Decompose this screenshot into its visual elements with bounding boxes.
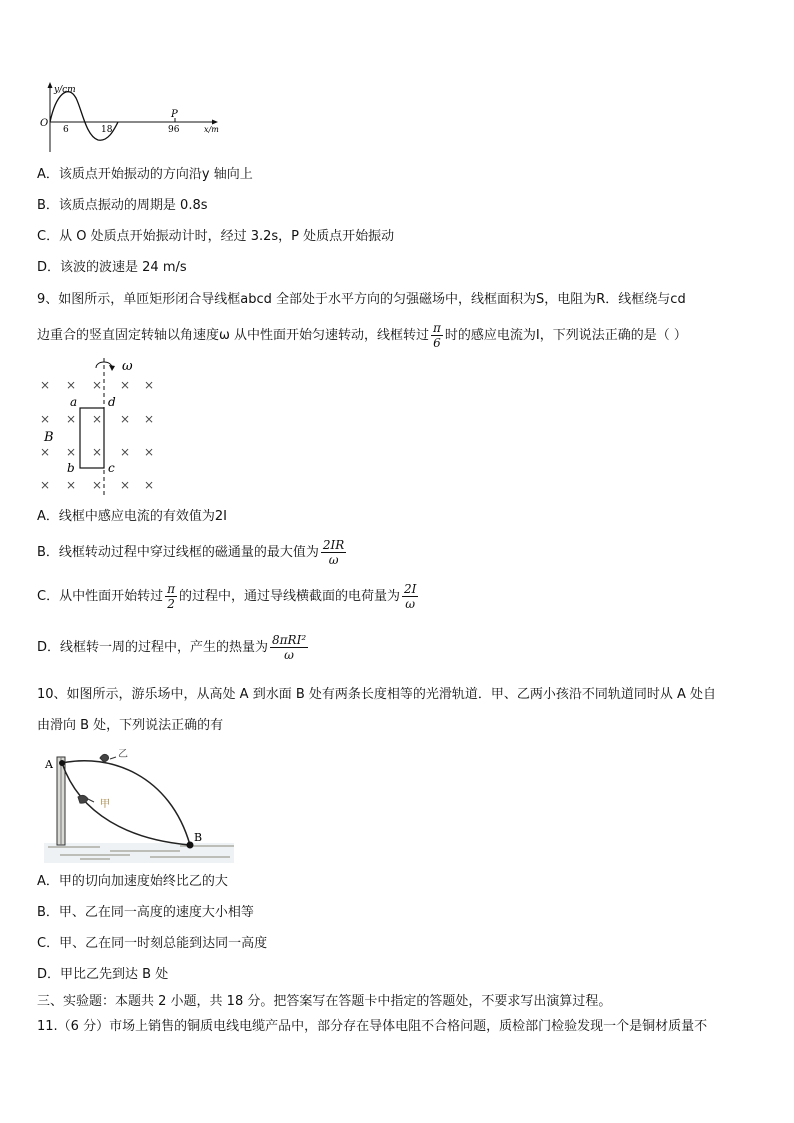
tick-18: 18 [101,125,113,135]
q9-stem2-b: 时的感应电流为I，下列说法正确的是（ ） [444,328,687,343]
q9-option-c-angle [165,582,177,611]
cross: × [66,478,77,492]
cross-row-2 [40,412,154,426]
q9-stem-fraction [431,321,443,350]
cross: × [92,478,103,492]
label-jia: 甲 [100,799,110,810]
cross: × [66,445,77,459]
cross: × [40,378,51,392]
q9-stem-line1: 9、如图所示，单匝矩形闭合导线框abcd 全部处于水平方向的匀强磁场中，线框面积为S，电阻为R．线框绕与cd [37,292,686,307]
q9-option-c-text2: 的过程中，通过导线横截面的电荷量为 [178,589,400,604]
point-a [59,760,65,766]
omega-label: ω [122,359,133,374]
label-c: c [108,461,115,475]
q10-option-c: C．甲、乙在同一时刻总能到达同一高度 [37,936,268,951]
frac-den: ω [405,597,416,611]
cross: × [92,445,103,459]
origin-label: O [40,118,49,129]
cross: × [144,412,155,426]
cross: × [66,378,77,392]
cross: × [92,378,103,392]
cross: × [120,378,131,392]
cross: × [120,445,131,459]
q8-option-b: B．该质点振动的周期是 0.8s [37,198,208,213]
q10-stem-line2: 由滑向 B 处，下列说法正确的有 [37,718,224,733]
cross: × [40,445,51,459]
frac-num: 2IR [322,538,345,552]
cross: × [144,445,155,459]
cross-row-1 [40,378,154,392]
label-B: B [194,831,203,844]
frac-num: 8πRI² [272,633,307,647]
q9-stem-frac-num: π [433,321,441,335]
label-yi: 乙 [118,749,128,760]
rotation-arrowhead [109,365,115,371]
q9-stem-frac-den: 6 [433,336,441,350]
frac-num: 2I [403,582,417,596]
frac-den: ω [284,648,294,662]
q9-option-c [37,580,420,614]
label-b: b [67,461,75,475]
q9-option-d-text: D．线框转一周的过程中，产生的热量为 [37,640,269,655]
q8-option-d: D．该波的波速是 24 m/s [37,260,187,275]
q10-option-b: B．甲、乙在同一高度的速度大小相等 [37,905,254,920]
q9-option-d [37,631,310,665]
q9-option-b-fraction [321,538,346,567]
q10-option-d: D．甲比乙先到达 B 处 [37,967,169,982]
cross-row-3 [40,445,154,459]
section-3-heading: 三、实验题：本题共 2 小题，共 18 分。把答案写在答题卡中指定的答题处，不要求写出演算过程。 [37,994,612,1009]
point-b [187,842,194,849]
cross: × [144,378,155,392]
cross: × [66,412,77,426]
label-A: A [45,758,53,771]
q9-option-d-fraction [270,633,308,662]
q9-option-b [37,536,348,570]
tick-6: 6 [63,125,69,135]
child-yi-icon [100,754,116,762]
q9-option-c-text1: C．从中性面开始转过 [37,589,164,604]
slide-tracks-figure [40,745,240,867]
child-jia-icon [78,795,94,803]
label-a: a [70,395,78,409]
cross: × [40,478,51,492]
q10-stem-line1: 10、如图所示，游乐场中，从高处 A 到水面 B 处有两条长度相等的光滑轨道．甲、乙两小孩沿不同轨道同时从 A 处自 [37,687,717,702]
wave-graph [38,80,228,156]
y-axis-arrow [48,82,53,88]
cross: × [92,412,103,426]
p-label: P [171,109,178,120]
cross: × [120,412,131,426]
q9-stem2-a: 边重合的竖直固定转轴以角速度ω 从中性面开始匀速转动，线框转过 [37,328,430,343]
label-B: B [44,430,54,445]
cross: × [120,478,131,492]
q8-option-c: C．从 O 处质点开始振动计时，经过 3.2s，P 处质点开始振动 [37,229,395,244]
x-label: x/m [204,125,219,134]
q9-option-a: A．线框中感应电流的有效值为2I [37,509,227,524]
q8-option-a: A．该质点开始振动的方向沿y 轴向上 [37,167,253,182]
q11-stem: 11.（6 分）市场上销售的铜质电线电缆产品中，部分存在导体电阻不合格问题，质检部门检验发现一个是铜材质量不 [37,1019,708,1034]
frac-den: ω [328,553,339,567]
rotating-frame-figure [36,356,166,498]
q9-stem-line2 [37,321,687,351]
frac-den: 2 [167,597,175,611]
label-d: d [108,395,116,409]
q10-option-a: A．甲的切向加速度始终比乙的大 [37,874,228,889]
q9-option-b-text: B．线框转动过程中穿过线框的磁通量的最大值为 [37,545,319,560]
cross-row-4 [40,478,154,492]
x-axis-arrow [212,120,218,125]
cross: × [40,412,51,426]
q9-option-c-charge [402,582,418,611]
cross: × [144,478,155,492]
y-label: y/cm [54,85,76,95]
frac-num: π [167,582,175,596]
tick-96: 96 [168,125,180,135]
